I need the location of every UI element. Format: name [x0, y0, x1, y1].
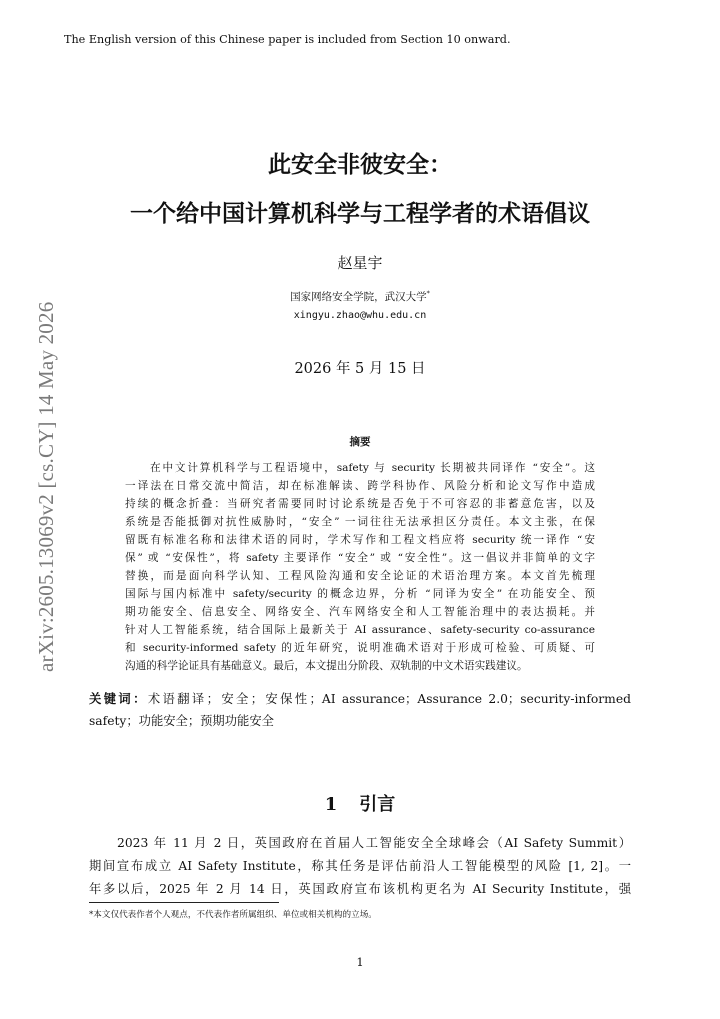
keywords-line-2: safety；功能安全；预期功能安全: [89, 714, 274, 728]
abstract-line: 期功能安全、信息安全、网络安全、汽车网络安全和人工智能治理中的表达损耗。并: [125, 606, 595, 618]
abstract-line: 持续的概念折叠：当研究者需要同时讨论系统是否免于不可容忍的非蓄意危害，以及: [125, 498, 595, 510]
abstract-line: 一译法在日常交流中简洁，却在标准解读、跨学科协作、风险分析和论文写作中造成: [125, 480, 595, 492]
abstract-line: 保” 或 “安保性”，将 safety 主要译作 “安全” 或 “安全性”。这一倡议并非简单的文字: [125, 552, 595, 564]
author-name: 赵星宇: [337, 254, 383, 272]
affiliation-text: 国家网络安全学院，武汉大学: [290, 291, 427, 303]
date: 2026 年 5 月 15 日: [294, 361, 426, 377]
footnote: *本文仅代表作者个人观点，不代表作者所属组织、单位或相关机构的立场。: [89, 910, 377, 920]
abstract-line: 留既有标准名称和法律术语的同时，学术写作和工程文档应将 security 统一译作 “安: [125, 534, 595, 546]
abstract-line: 替换，而是面向科学认知、工程风险沟通和安全论证的术语治理方案。本文首先梳理: [125, 570, 595, 582]
affiliation: [0, 289, 720, 304]
page-number: 1: [356, 955, 364, 969]
section-number: 1: [324, 794, 338, 815]
keywords-label: 关键词：: [89, 691, 148, 706]
author-email[interactable]: xingyu.zhao@whu.edu.cn: [293, 310, 427, 321]
affiliation-footnote-mark: *: [426, 290, 430, 298]
keywords-line-1: [89, 689, 631, 707]
abstract-heading: 摘要: [349, 436, 371, 448]
section-title: 引言: [359, 794, 396, 815]
abstract-line: 针对人工智能系统，结合国际上最新关于 AI assurance、safety-security co-assurance: [125, 624, 595, 636]
footnote-divider: [89, 902, 279, 903]
abstract-line: 在中文计算机科学与工程语境中，safety 与 security 长期被共同译作 “安全”。这: [150, 462, 595, 474]
body-line: 年多以后，2025 年 2 月 14 日，英国政府宣布该机构更名为 AI Security Institute，强: [89, 882, 631, 896]
abstract-line: 和 security-informed safety 的近年研究，说明准确术语对于形成可检验、可质疑、可: [125, 642, 595, 654]
body-line: 期间宣布成立 AI Safety Institute，称其任务是评估前沿人工智能模型的风险 [1, 2]。一: [89, 859, 631, 873]
section-heading: [0, 790, 720, 816]
abstract-line: 系统是否能抵御对抗性威胁时，“安全” 一词往往无法承担区分责任。本文主张，在保: [125, 516, 595, 528]
title-line-2: 一个给中国计算机科学与工程学者的术语倡议: [130, 200, 590, 227]
arxiv-stamp-text: arXiv:2605.13069v2 [cs.CY] 14 May 2026: [34, 301, 58, 672]
abstract-line: 国际与国内标准中 safety/security 的概念边界，分析 “同译为安全” 在功能安全、预: [125, 588, 595, 600]
abstract-line: 沟通的科学论证具有基础意义。最后，本文提出分阶段、双轨制的中文术语实践建议。: [125, 660, 528, 672]
title-line-1: 此安全非彼安全：: [268, 151, 452, 178]
header-note: The English version of this Chinese paper is included from Section 10 onward.: [64, 33, 511, 46]
keywords-text: 术语翻译；安全；安保性；AI assurance；Assurance 2.0；security-informed: [147, 692, 631, 706]
body-line: 2023 年 11 月 2 日，英国政府在首届人工智能安全全球峰会（AI Safety Summit）: [117, 836, 631, 850]
